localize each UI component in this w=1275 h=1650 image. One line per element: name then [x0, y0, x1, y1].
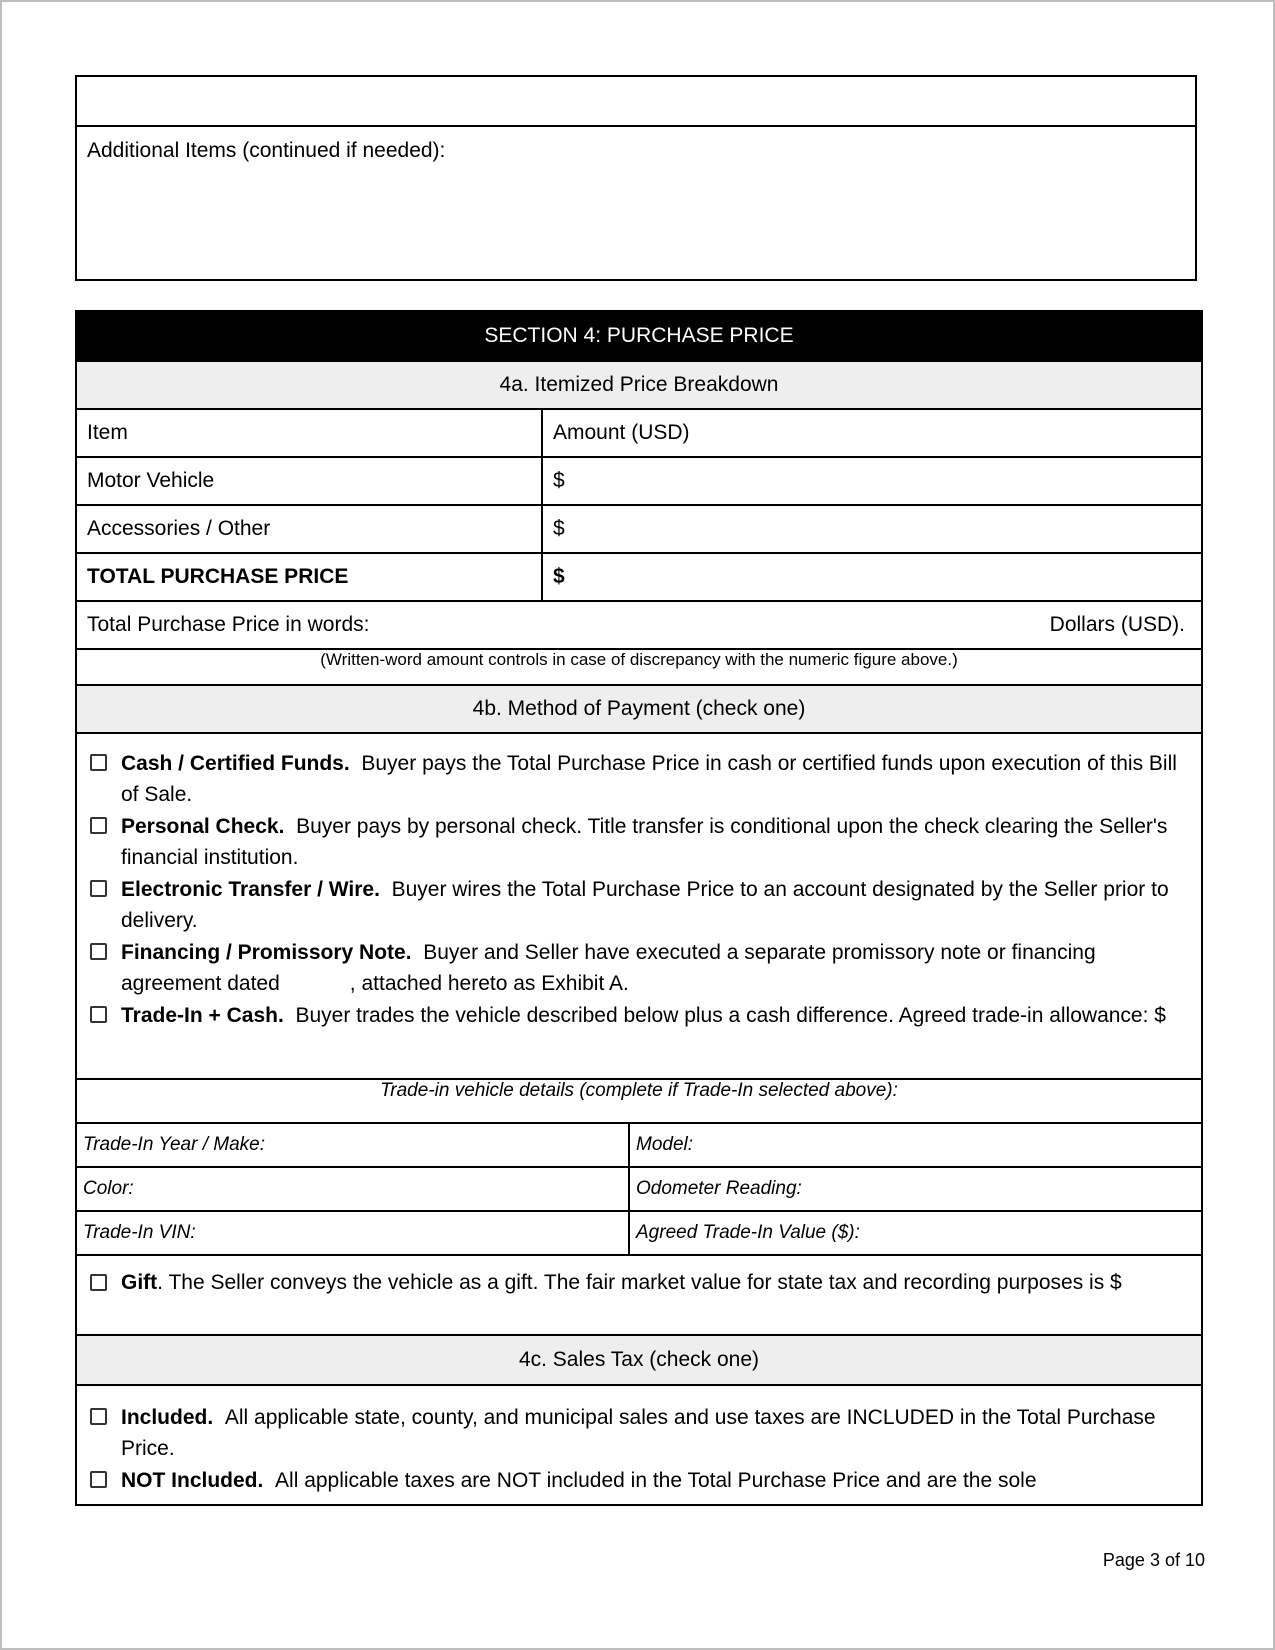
- checkbox[interactable]: [90, 1408, 107, 1425]
- table-row: [77, 554, 1201, 602]
- discrepancy-note: (Written-word amount controls in case of discrepancy with the numeric figure above.): [77, 650, 1201, 686]
- option-title: NOT Included.: [121, 1469, 264, 1492]
- price-table-header-row: [77, 410, 1201, 458]
- price-in-words-label: Total Purchase Price in words:: [87, 613, 370, 636]
- subheading-4b: 4b. Method of Payment (check one): [77, 686, 1201, 734]
- section-4-purchase-price: [75, 310, 1203, 1506]
- item-label: Accessories / Other: [77, 506, 543, 552]
- option-title: Included.: [121, 1406, 214, 1429]
- payment-option-financing[interactable]: [89, 937, 1189, 999]
- total-label: TOTAL PURCHASE PRICE: [77, 554, 543, 600]
- trade-in-model-field[interactable]: Model:: [636, 1134, 694, 1155]
- item-label: Motor Vehicle: [77, 458, 543, 504]
- sales-tax-option-not-included[interactable]: [89, 1465, 1189, 1496]
- option-title: Trade-In + Cash.: [121, 1004, 284, 1027]
- amount-field[interactable]: $: [553, 517, 565, 540]
- option-title: Electronic Transfer / Wire.: [121, 878, 380, 901]
- trade-in-heading: Trade-in vehicle details (complete if Trade-In selected above):: [77, 1080, 1201, 1124]
- trade-in-year-make-field[interactable]: Trade-In Year / Make:: [77, 1124, 630, 1166]
- payment-option-wire[interactable]: [89, 874, 1189, 936]
- total-amount-field[interactable]: $: [553, 565, 565, 588]
- additional-items-label: Additional Items (continued if needed):: [87, 139, 446, 162]
- checkbox[interactable]: [90, 817, 107, 834]
- option-title: Gift: [121, 1271, 158, 1294]
- column-header-item: Item: [77, 410, 543, 456]
- sales-tax-option-included[interactable]: [89, 1402, 1189, 1464]
- subheading-4a: 4a. Itemized Price Breakdown: [77, 362, 1201, 410]
- option-text: Buyer trades the vehicle described below plus a cash difference. Agreed trade-in allowance: $: [295, 1004, 1166, 1027]
- trade-in-vin-field[interactable]: Trade-In VIN:: [77, 1212, 630, 1254]
- option-text: Buyer wires the Total Purchase Price to an account designated by the Seller prior to delivery.: [121, 878, 1169, 932]
- checkbox[interactable]: [90, 754, 107, 771]
- subheading-4c: 4c. Sales Tax (check one): [77, 1336, 1201, 1386]
- option-text: Buyer pays by personal check. Title transfer is conditional upon the check clearing the Seller's financial institution.: [121, 815, 1168, 869]
- payment-option-personal-check[interactable]: [89, 811, 1189, 873]
- option-text: All applicable taxes are NOT included in the Total Purchase Price and are the sole: [275, 1469, 1037, 1492]
- trade-in-color-field[interactable]: Color:: [77, 1168, 630, 1210]
- table-row: [77, 458, 1201, 506]
- option-title: Financing / Promissory Note.: [121, 941, 412, 964]
- payment-option-gift[interactable]: [89, 1270, 1189, 1296]
- payment-options: [77, 734, 1201, 1080]
- option-title: Cash / Certified Funds.: [121, 752, 350, 775]
- option-text: . The Seller conveys the vehicle as a gift. The fair market value for state tax and recording purposes is $: [157, 1271, 1122, 1294]
- page-number: Page 3 of 10: [1102, 1550, 1205, 1570]
- payment-option-trade-in[interactable]: [89, 1000, 1189, 1031]
- checkbox[interactable]: [90, 1006, 107, 1023]
- checkbox[interactable]: [90, 880, 107, 897]
- price-in-words-suffix: Dollars (USD).: [1049, 613, 1185, 636]
- blank-row[interactable]: [77, 77, 1195, 127]
- column-header-amount: Amount (USD): [553, 421, 690, 444]
- trade-in-row: [77, 1124, 1201, 1168]
- option-text: Buyer and Seller have executed a separate promissory note or financing agreement dated , attached hereto as Exhibit A.: [121, 941, 1102, 995]
- trade-in-row: [77, 1168, 1201, 1212]
- sales-tax-options: [77, 1386, 1201, 1504]
- gift-option-box: [77, 1256, 1201, 1336]
- trade-in-row: [77, 1212, 1201, 1256]
- option-text: All applicable state, county, and municipal sales and use taxes are INCLUDED in the Total Purchase Price.: [121, 1406, 1156, 1460]
- checkbox[interactable]: [90, 1471, 107, 1488]
- additional-items-box: [75, 75, 1197, 281]
- option-title: Personal Check.: [121, 815, 285, 838]
- table-row: [77, 506, 1201, 554]
- amount-field[interactable]: $: [553, 469, 565, 492]
- payment-option-cash[interactable]: [89, 748, 1189, 810]
- option-text: Buyer pays the Total Purchase Price in cash or certified funds upon execution of this Bill of Sale.: [121, 752, 1177, 806]
- section-title: SECTION 4: PURCHASE PRICE: [77, 310, 1201, 362]
- checkbox[interactable]: [90, 1274, 107, 1291]
- checkbox[interactable]: [90, 943, 107, 960]
- trade-in-value-field[interactable]: Agreed Trade-In Value ($):: [636, 1222, 860, 1243]
- price-in-words-row[interactable]: [77, 602, 1201, 650]
- trade-in-odometer-field[interactable]: Odometer Reading:: [636, 1178, 802, 1199]
